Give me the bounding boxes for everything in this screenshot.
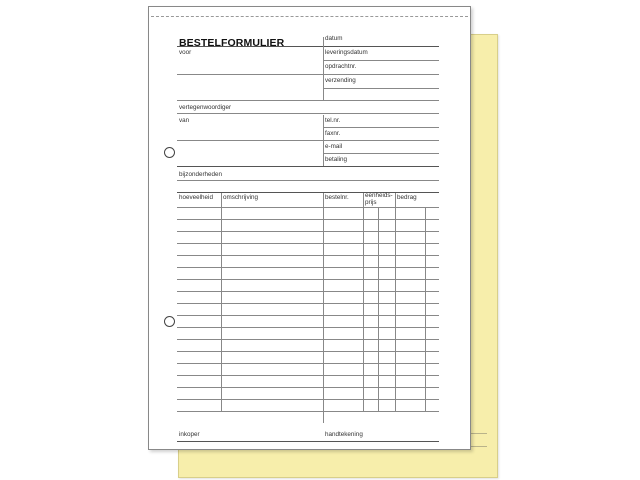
table-row-line bbox=[177, 207, 439, 208]
rule bbox=[177, 140, 439, 141]
rule bbox=[323, 127, 439, 128]
betaling-label: betaling bbox=[325, 156, 348, 163]
table-row-line bbox=[177, 387, 439, 388]
table-row-line bbox=[177, 219, 439, 220]
footer-rule bbox=[177, 441, 439, 442]
table-row-line bbox=[177, 291, 439, 292]
bijzonderheden-label: bijzonderheden bbox=[179, 171, 223, 178]
omschrijving-header: omschrijving bbox=[223, 194, 258, 201]
table-row-line bbox=[177, 279, 439, 280]
table-row-line bbox=[177, 231, 439, 232]
table-row-line bbox=[177, 267, 439, 268]
voor-label: voor bbox=[179, 49, 192, 56]
table-row-line bbox=[177, 399, 439, 400]
leveringsdatum-label: leveringsdatum bbox=[325, 49, 368, 56]
email-label: e-mail bbox=[325, 143, 343, 150]
table-row-line bbox=[177, 351, 439, 352]
vertegenwoordiger-label: vertegenwoordiger bbox=[179, 104, 232, 111]
rule bbox=[177, 113, 439, 114]
verzending-label: verzending bbox=[325, 77, 356, 84]
punch-hole bbox=[164, 147, 175, 158]
hoeveelheid-header: hoeveelheid bbox=[179, 194, 213, 201]
form-title: BESTELFORMULIER bbox=[179, 37, 285, 49]
rule bbox=[177, 411, 439, 412]
column-divider bbox=[425, 207, 426, 411]
table-row-line bbox=[177, 243, 439, 244]
rule bbox=[177, 166, 439, 167]
column-divider bbox=[363, 193, 364, 411]
column-divider bbox=[378, 207, 379, 411]
table-row-line bbox=[177, 255, 439, 256]
datum-label: datum bbox=[325, 35, 343, 42]
column-divider bbox=[395, 193, 396, 411]
rule bbox=[177, 74, 439, 75]
eenheidsprijs-header-line2: prijs bbox=[365, 199, 377, 206]
van-label: van bbox=[179, 117, 190, 124]
table-row-line bbox=[177, 375, 439, 376]
bestelnr-header: bestelnr. bbox=[325, 194, 349, 201]
column-divider bbox=[221, 193, 222, 411]
rule bbox=[323, 88, 439, 89]
order-form-sheet bbox=[148, 6, 471, 450]
divider bbox=[323, 115, 324, 166]
telnr-label: tel.nr. bbox=[325, 117, 341, 124]
faxnr-label: faxnr. bbox=[325, 130, 341, 137]
inkoper-label: inkoper bbox=[179, 431, 200, 438]
column-divider bbox=[323, 193, 324, 423]
table-row-line bbox=[177, 339, 439, 340]
table-row-line bbox=[177, 327, 439, 328]
table-top-rule bbox=[177, 192, 439, 193]
rule bbox=[323, 60, 439, 61]
rule bbox=[323, 153, 439, 154]
bedrag-header: bedrag bbox=[397, 194, 417, 201]
opdrachtnr-label: opdrachtnr. bbox=[325, 63, 357, 70]
eenheidsprijs-header-line1: eenheids- bbox=[365, 192, 393, 199]
rule bbox=[177, 46, 439, 47]
rule bbox=[177, 180, 439, 181]
rule bbox=[177, 100, 439, 101]
table-row-line bbox=[177, 363, 439, 364]
punch-hole bbox=[164, 316, 175, 327]
divider bbox=[323, 37, 324, 101]
perforation-line bbox=[151, 16, 468, 17]
handtekening-label: handtekening bbox=[325, 431, 363, 438]
table-row-line bbox=[177, 315, 439, 316]
table-row-line bbox=[177, 303, 439, 304]
